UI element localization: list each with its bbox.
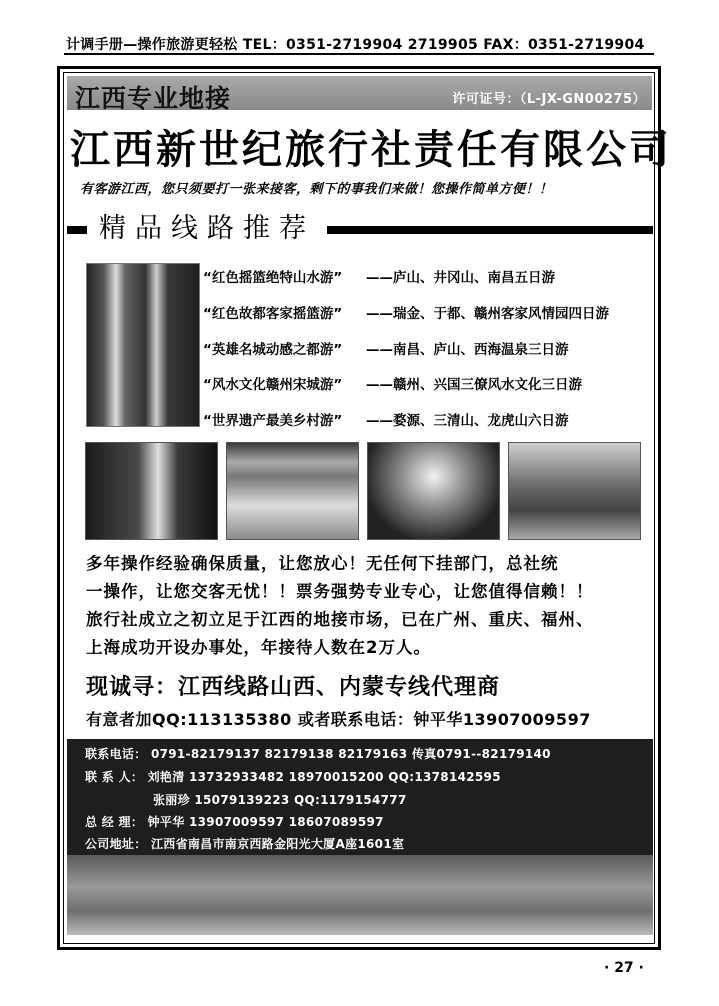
route-name: “风水文化赣州宋城游”	[203, 377, 343, 393]
route-item	[203, 409, 569, 429]
route-name: “红色故都客家摇篮游”	[203, 306, 343, 322]
recruit-heading: 现诚寻：江西线路山西、内蒙专线代理商	[86, 675, 501, 700]
section-banner	[67, 212, 653, 246]
header-rule	[64, 53, 654, 55]
water-photo	[67, 855, 653, 935]
slogan: 有客游江西，您只须要打一张来接客，剩下的事我们来做！您操作简单方便！！	[80, 182, 553, 197]
photo-village	[508, 442, 641, 540]
route-item	[203, 338, 569, 358]
page-header: 计调手册—操作旅游更轻松 TEL：0351-2719904 2719905 FAX：0351-2719904	[66, 37, 645, 53]
photo-cave	[367, 442, 500, 540]
contact-info-box	[67, 739, 653, 855]
info-contact-2: 张丽珍 15079139223 QQ:1179154777	[153, 793, 407, 807]
route-name: “红色摇篮绝特山水游”	[203, 270, 343, 286]
photo-waterfall	[85, 442, 218, 540]
company-name: 江西新世纪旅行社责任有限公司	[70, 127, 672, 173]
route-item	[203, 302, 609, 322]
contact-line: 有意者加QQ:113135380 或者联系电话：钟平华13907009597	[86, 710, 591, 729]
section-title: 精品线路推荐	[87, 212, 327, 246]
info-address: 公司地址： 江西省南昌市南京西路金阳光大厦A座1601室	[85, 837, 405, 851]
info-phone: 联系电话： 0791-82179137 82179138 82179163 传真0791--82179140	[85, 747, 551, 761]
route-detail: ——庐山、井冈山、南昌五日游	[366, 270, 555, 286]
route-detail: ——婺源、三清山、龙虎山六日游	[366, 413, 569, 429]
route-detail: ——瑞金、于都、赣州客家风情园四日游	[366, 306, 609, 322]
route-detail: ——南昌、庐山、西海温泉三日游	[366, 342, 569, 358]
body-line: 旅行社成立之初立足于江西的地接市场，已在广州、重庆、福州、	[86, 610, 594, 629]
body-line: 上海成功开设办事处，年接待人数在2万人。	[86, 638, 431, 657]
route-name: “世界遗产最美乡村游”	[203, 413, 343, 429]
waterfall-photo	[86, 263, 200, 427]
license-number: 许可证号：（L-JX-GN00275）	[452, 92, 646, 107]
page-number: · 27 ·	[604, 960, 644, 976]
route-detail: ——赣州、兴国三僚风水文化三日游	[366, 377, 582, 393]
route-name: “英雄名城动感之都游”	[203, 342, 343, 358]
body-line: 多年操作经验确保质量，让您放心！无任何下挂部门，总社统	[86, 554, 559, 573]
title-bar-label: 江西专业地接	[75, 84, 232, 113]
photo-flower-field	[226, 442, 359, 540]
route-item	[203, 373, 582, 393]
info-manager: 总 经 理： 钟平华 13907009597 18607089597	[85, 815, 384, 829]
info-contact-1: 联 系 人： 刘艳清 13732933482 18970015200 QQ:1378142595	[85, 770, 501, 784]
body-line: 一操作，让您交客无忧！！票务强势专业专心，让您值得信赖！！	[86, 582, 594, 601]
route-item	[203, 266, 555, 286]
title-bar	[67, 76, 652, 113]
